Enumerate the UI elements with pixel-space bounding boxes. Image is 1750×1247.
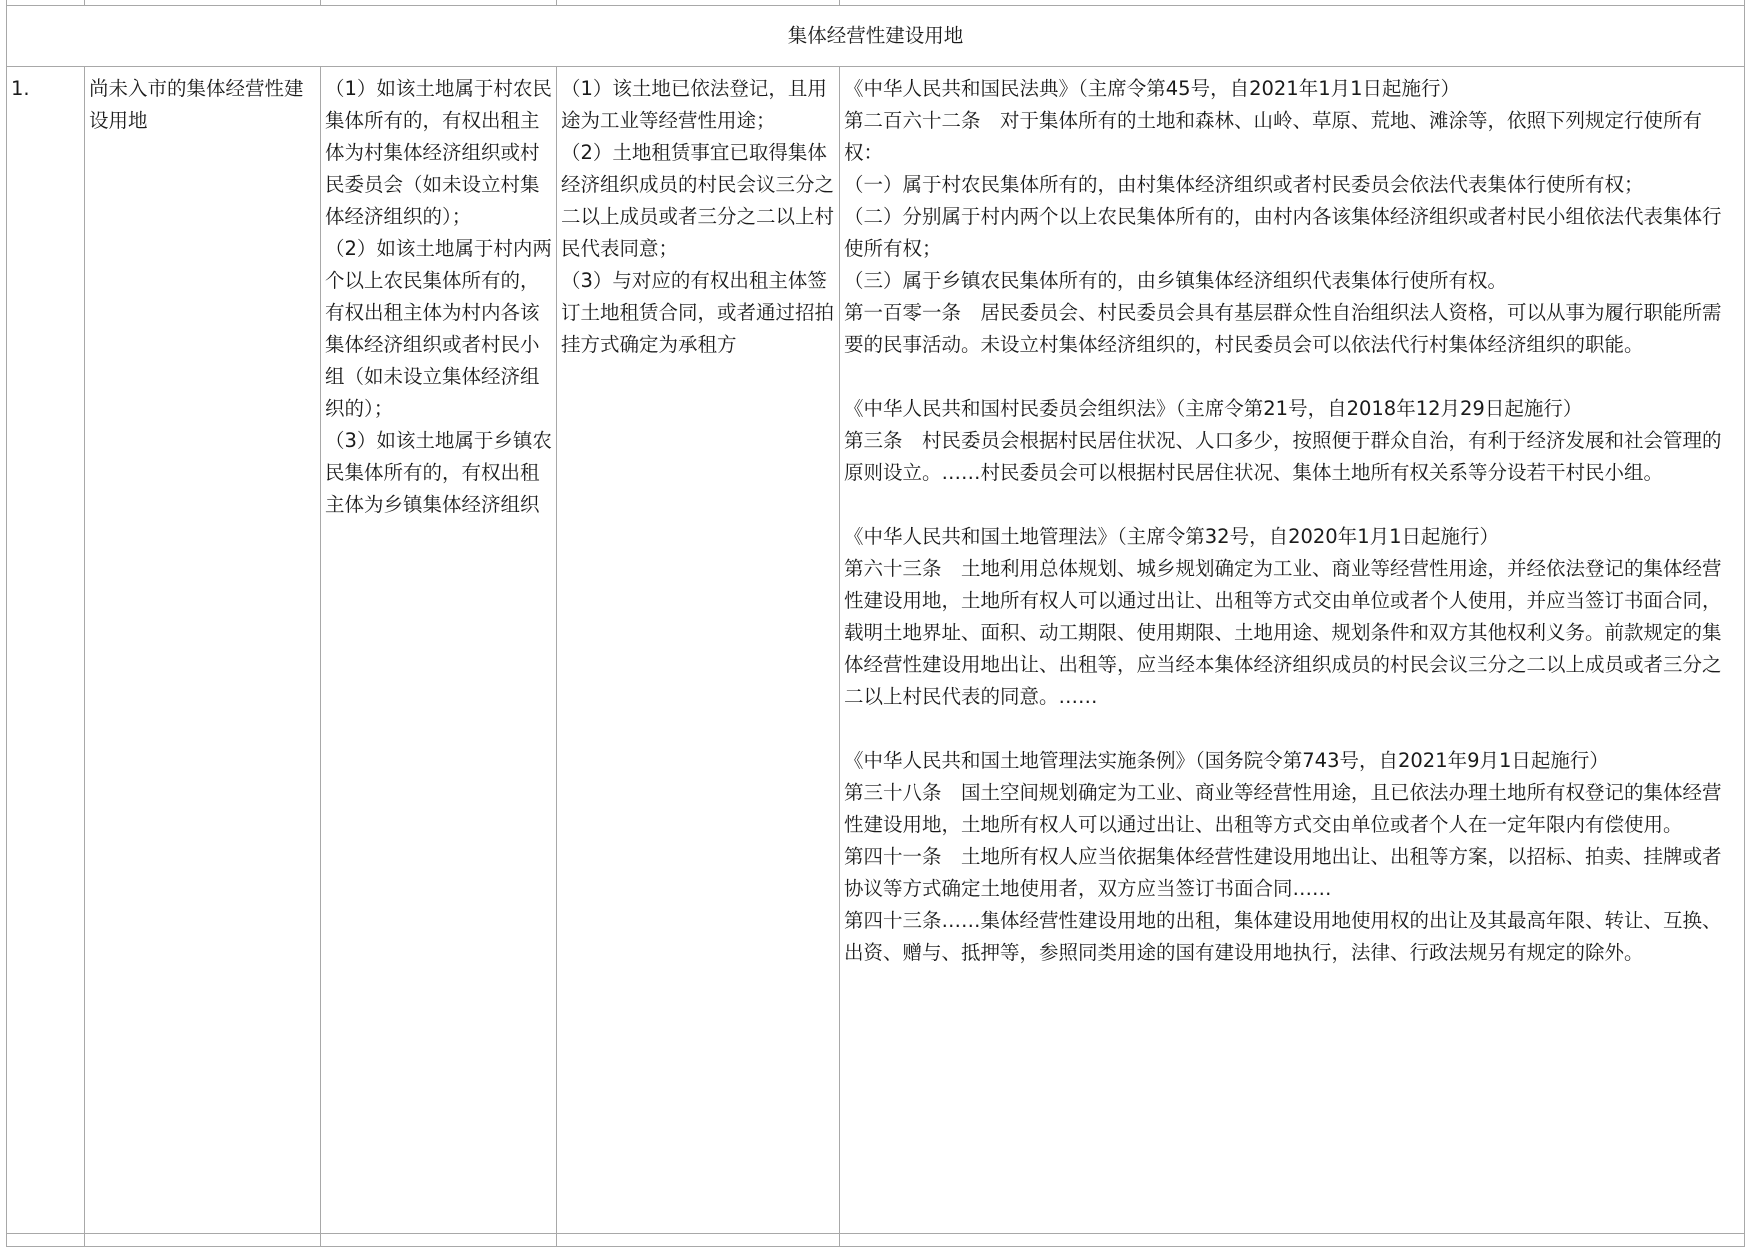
law-title: 《中华人民共和国村民委员会组织法》（主席令第21号，自2018年12月29日起施行） (844, 397, 1583, 420)
paragraph-spacer (844, 489, 1740, 521)
law-title: 《中华人民共和国土地管理法实施条例》（国务院令第743号，自2021年9月1日起施行） (844, 749, 1609, 772)
land-lease-table (6, 0, 1745, 1247)
law-article: （三）属于乡镇农民集体所有的，由乡镇集体经济组织代表集体行使所有权。 (844, 269, 1508, 292)
law-block (844, 745, 1740, 969)
law-title: 《中华人民共和国民法典》（主席令第45号，自2021年1月1日起施行） (844, 77, 1461, 100)
law-article: 第三条 村民委员会根据村民居住状况、人口多少，按照便于群众自治，有利于经济发展和社会管理的原则设立。……村民委员会可以根据村民居住状况、集体土地所有权关系等分设若干村民小组。 (844, 429, 1722, 484)
next-row-fragment (7, 1234, 1745, 1247)
lessor-cell: （1）如该土地属于村农民集体所有的，有权出租主体为村集体经济组织或村民委员会（如未设立村集体经济组织的）； （2）如该土地属于村内两个以上农民集体所有的，有权出租主体为村内各该集体经济组织或者村民小组（如未设立集体经济组织的）； （3）如该土地属于乡镇农民集体所有的，有权出租主体为乡镇集体经济组织 (321, 67, 557, 1234)
conditions-cell: （1）该土地已依法登记，且用途为工业等经营性用途； （2）土地租赁事宜已取得集体经济组织成员的村民会议三分之二以上成员或者三分之二以上村民代表同意； （3）与对应的有权出租主体签订土地租赁合同，或者通过招拍挂方式确定为承租方 (557, 67, 840, 1234)
paragraph-spacer (844, 713, 1740, 745)
law-article: 第四十三条……集体经营性建设用地的出租，集体建设用地使用权的出让及其最高年限、转让、互换、出资、赠与、抵押等，参照同类用途的国有建设用地执行，法律、行政法规另有规定的除外。 (844, 909, 1722, 964)
land-type-cell: 尚未入市的集体经营性建设用地 (85, 67, 321, 1234)
section-header-row (7, 6, 1745, 67)
law-article: 第一百零一条 居民委员会、村民委员会具有基层群众性自治组织法人资格，可以从事为履行职能所需要的民事活动。未设立村集体经济组织的，村民委员会可以依法代行村集体经济组织的职能。 (844, 301, 1722, 356)
law-block (844, 393, 1740, 489)
law-article: 第二百六十二条 对于集体所有的土地和森林、山岭、草原、荒地、滩涂等，依照下列规定行使所有权： (844, 109, 1703, 164)
paragraph-spacer (844, 361, 1740, 393)
row-index: 1. (7, 67, 85, 1234)
table-row (7, 67, 1745, 1234)
law-block (844, 521, 1740, 713)
law-title: 《中华人民共和国土地管理法》（主席令第32号，自2020年1月1日起施行） (844, 525, 1500, 548)
law-article: 第三十八条 国土空间规划确定为工业、商业等经营性用途，且已依法办理土地所有权登记的集体经营性建设用地，土地所有权人可以通过出让、出租等方式交由单位或者个人在一定年限内有偿使用。 (844, 781, 1722, 836)
law-block (844, 73, 1740, 361)
law-article: 第四十一条 土地所有权人应当依据集体经营性建设用地出让、出租等方案，以招标、拍卖、挂牌或者协议等方式确定土地使用者，双方应当签订书面合同…… (844, 845, 1722, 900)
law-article: （二）分别属于村内两个以上农民集体所有的，由村内各该集体经济组织或者村民小组依法代表集体行使所有权； (844, 205, 1722, 260)
law-article: （一）属于村农民集体所有的，由村集体经济组织或者村民委员会依法代表集体行使所有权； (844, 173, 1644, 196)
section-header: 集体经营性建设用地 (7, 6, 1745, 67)
law-article: 第六十三条 土地利用总体规划、城乡规划确定为工业、商业等经营性用途，并经依法登记的集体经营性建设用地，土地所有权人可以通过出让、出租等方式交由单位或者个人使用，并应当签订书面合同，载明土地界址、面积、动工期限、使用期限、土地用途、规划条件和双方其他权利义务。前款规定的集体经营性建设用地出让、出租等，应当经本集体经济组织成员的村民会议三分之二以上成员或者三分之二以上村民代表的同意。…… (844, 557, 1722, 708)
legal-basis-cell (840, 67, 1745, 1234)
